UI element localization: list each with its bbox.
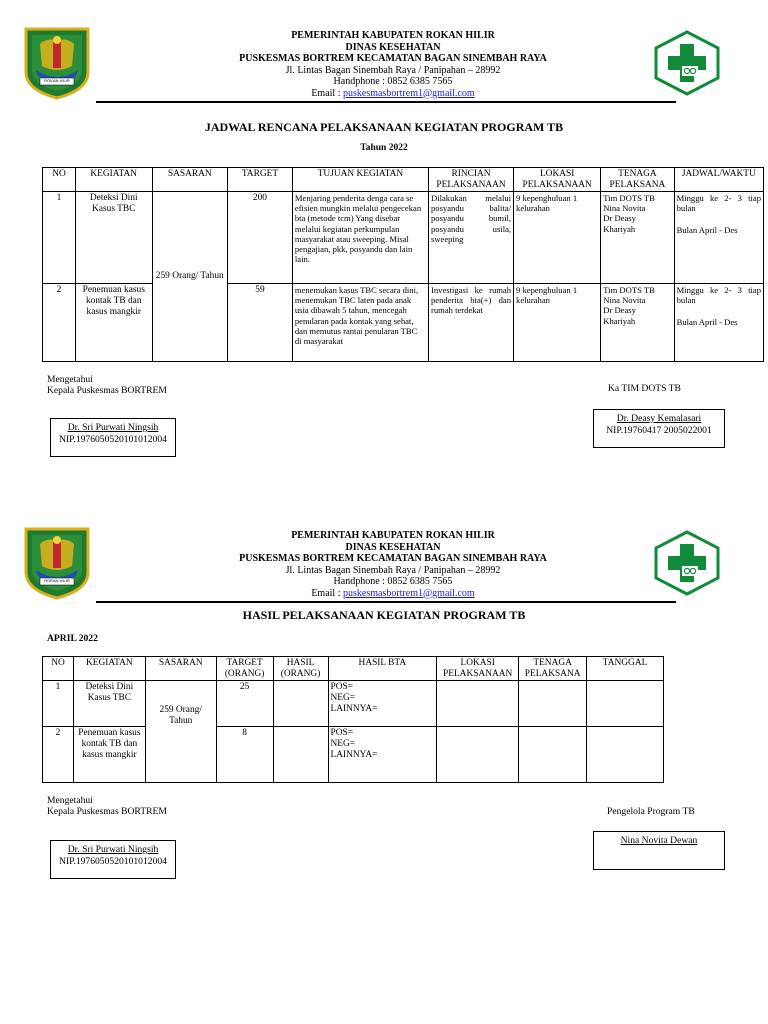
letterhead-text — [150, 30, 636, 99]
address: Jl. Lintas Bagan Sinembah Raya / Panipahan – 28992 — [285, 64, 501, 76]
email-line — [150, 588, 636, 600]
result-sign-right-label: Pengelola Program TB — [607, 806, 695, 817]
col-header: NO — [43, 168, 76, 192]
table-row — [43, 192, 764, 284]
row-tujuan: menemukan kasus TBC secara dini, menemukan TBC laten pada anak usia dibawah 5 tahun, mencegah penularan pada kontak yang sehat, dan memutus rantai penularan TBC di masyarakat — [292, 284, 428, 362]
col-header: KEGIATAN — [75, 168, 152, 192]
letterhead-text — [150, 530, 636, 599]
row-no: 1 — [43, 192, 76, 284]
result-sign-left-label — [47, 795, 167, 817]
row-sasaran — [152, 192, 228, 362]
row-sasaran — [145, 681, 216, 783]
schedule-sign-left-label — [47, 374, 167, 396]
dept-name: DINAS KESEHATAN — [345, 41, 441, 53]
signer-name: Dr. Sri Purwati Ningsih — [67, 844, 159, 855]
phone: Handphone : 0852 6385 7565 — [333, 76, 453, 87]
row-kegiatan: Deteksi Dini Kasus TBC — [73, 681, 145, 727]
sasaran-text: 259 Orang/ Tahun — [155, 271, 224, 281]
address: Jl. Lintas Bagan Sinembah Raya / Panipahan – 28992 — [285, 564, 501, 576]
col-header: TENAGA PELAKSANA — [601, 168, 674, 192]
schedule-year: Tahun 2022 — [360, 143, 408, 153]
signer-nip: NIP.1976050520101012004 — [59, 433, 167, 445]
row-hasil — [273, 727, 328, 783]
row-lokasi — [437, 727, 519, 783]
email-label: Email : — [311, 587, 343, 599]
puskesmas-name: PUSKESMAS BORTREM KECAMATAN BAGAN SINEMBAH RAYA — [239, 553, 547, 564]
acknowledge-text: Mengetahui — [47, 374, 93, 385]
col-header: LOKASI PELAKSANAAN — [514, 168, 601, 192]
row-kegiatan: Penemuan kasus kontak TB dan kasus mangkir — [73, 727, 145, 783]
result-month: APRIL 2022 — [47, 633, 98, 644]
col-header: JADWAL/WAKTU — [674, 168, 763, 192]
tenaga-line: Tim DOTS TB — [603, 193, 655, 203]
email-line — [150, 88, 636, 100]
row-bta — [328, 681, 437, 727]
health-cross-logo — [652, 30, 722, 96]
schedule-title: JADWAL RENCANA PELAKSANAAN KEGIATAN PROGRAM TB — [204, 120, 564, 134]
col-header: RINCIAN PELAKSANAAN — [428, 168, 513, 192]
row-kegiatan: Penemuan kasus kontak TB dan kasus mangkir — [75, 284, 152, 362]
gov-name: PEMERINTAH KABUPATEN ROKAN HILIR — [291, 30, 495, 41]
row-bta — [328, 727, 437, 783]
row-tenaga — [519, 727, 587, 783]
row-lokasi: 9 kepenghuluan 1 kelurahan — [514, 284, 601, 362]
dept-name: DINAS KESEHATAN — [345, 541, 441, 553]
col-header: HASIL (ORANG) — [273, 657, 328, 681]
row-tenaga — [601, 192, 674, 284]
gov-name: PEMERINTAH KABUPATEN ROKAN HILIR — [291, 530, 495, 541]
letterhead-divider — [96, 101, 676, 103]
col-header: TUJUAN KEGIATAN — [292, 168, 428, 192]
col-header: TARGET (ORANG) — [216, 657, 273, 681]
col-header: HASIL BTA — [328, 657, 437, 681]
signer-role: Kepala Puskesmas BORTREM — [47, 385, 167, 396]
row-tanggal — [587, 727, 664, 783]
bta-line: POS= — [330, 682, 354, 692]
email-label: Email : — [311, 87, 343, 99]
col-header: TARGET — [228, 168, 293, 192]
schedule-header-row — [43, 168, 764, 192]
row-target: 25 — [216, 681, 273, 727]
jadwal-text: Minggu ke 2- 3 tiap bulan — [676, 193, 761, 214]
signer-name: Dr. Deasy Kemalasari — [616, 413, 702, 424]
health-cross-logo — [652, 530, 722, 596]
email-link[interactable]: puskesmasbortrem1@gmail.com — [342, 587, 475, 599]
schedule-sign-left-box — [50, 418, 176, 457]
signer-name: Nina Novita Dewan — [620, 835, 698, 846]
table-row — [43, 284, 764, 362]
col-header: SASARAN — [145, 657, 216, 681]
col-header: KEGIATAN — [73, 657, 145, 681]
tenaga-line: Khariyah — [603, 315, 636, 326]
row-no: 2 — [43, 727, 74, 783]
bta-line: LAINNYA= — [330, 750, 378, 760]
table-row — [43, 727, 664, 783]
tenaga-line: Dr Deasy — [603, 305, 636, 316]
schedule-sign-right-label: Ka TIM DOTS TB — [608, 383, 681, 394]
email-link[interactable]: puskesmasbortrem1@gmail.com — [342, 87, 475, 99]
row-jadwal — [674, 284, 763, 362]
tenaga-line: Nina Novita — [603, 203, 646, 214]
col-header: LOKASI PELAKSANAAN — [437, 657, 519, 681]
row-rincian: Dilakukan melalui posyandu balita/ posyandu bumil, posyandu usila, sweeping — [428, 192, 513, 284]
phone: Handphone : 0852 6385 7565 — [333, 576, 453, 587]
logo-ribbon-text: ROKAN HILIR — [44, 578, 70, 583]
result-sign-left-box — [50, 840, 176, 879]
signer-role: Kepala Puskesmas BORTREM — [47, 806, 167, 817]
result-table — [42, 656, 664, 783]
jadwal-text: Minggu ke 2- 3 tiap bulan — [676, 285, 761, 306]
puskesmas-name: PUSKESMAS BORTREM KECAMATAN BAGAN SINEMBAH RAYA — [239, 53, 547, 64]
acknowledge-text: Mengetahui — [47, 795, 93, 806]
schedule-sign-right-box — [593, 409, 725, 448]
periode-text: Bulan April - Des — [676, 317, 738, 328]
bta-line: LAINNYA= — [330, 704, 378, 714]
row-no: 1 — [43, 681, 74, 727]
bta-line: POS= — [330, 728, 354, 738]
result-title: HASIL PELAKSANAAN KEGIATAN PROGRAM TB — [242, 608, 526, 622]
row-tenaga — [519, 681, 587, 727]
row-hasil — [273, 681, 328, 727]
row-lokasi — [437, 681, 519, 727]
regency-logo — [22, 26, 92, 100]
letterhead-divider — [96, 601, 676, 603]
row-kegiatan: Deteksi Dini Kasus TBC — [75, 192, 152, 284]
col-header: TENAGA PELAKSANA — [519, 657, 587, 681]
logo-ribbon-text: ROKAN HILIR — [44, 78, 70, 83]
table-row — [43, 681, 664, 727]
row-no: 2 — [43, 284, 76, 362]
tenaga-line: Dr Deasy — [603, 213, 636, 224]
row-target: 8 — [216, 727, 273, 783]
tenaga-line: Khariyah — [603, 223, 636, 234]
col-header: SASARAN — [152, 168, 228, 192]
signer-nip: NIP.19760417 2005022001 — [606, 424, 712, 436]
col-header: TANGGAL — [587, 657, 664, 681]
bta-line: NEG= — [330, 739, 356, 749]
signer-nip: NIP.1976050520101012004 — [59, 855, 167, 867]
schedule-table — [42, 167, 764, 362]
row-lokasi: 9 kepenghuluan 1 kelurahan — [514, 192, 601, 284]
bta-line: NEG= — [330, 693, 356, 703]
row-tanggal — [587, 681, 664, 727]
row-target: 200 — [228, 192, 293, 284]
result-header-row — [43, 657, 664, 681]
row-jadwal — [674, 192, 763, 284]
row-target: 59 — [228, 284, 293, 362]
col-header: NO — [43, 657, 74, 681]
periode-text: Bulan April - Des — [676, 225, 738, 236]
row-tenaga — [601, 284, 674, 362]
signer-name: Dr. Sri Purwati Ningsih — [67, 422, 159, 433]
row-rincian: Investigasi ke rumah penderita bta(+) dan rumah terdekat — [428, 284, 513, 362]
tenaga-line: Tim DOTS TB — [603, 285, 655, 295]
result-sign-right-box — [593, 831, 725, 870]
tenaga-line: Nina Novita — [603, 295, 646, 306]
regency-logo — [22, 526, 92, 600]
sasaran-text: 259 Orang/ Tahun — [159, 705, 202, 726]
row-tujuan: Menjaring penderita denga cara se efisien mungkin melalui pengecekan bta (metode tcm) Yang disebar melalui kegiatan perkumpulan masyarakat atau sweeping. Misal pengajian, pkk, posyandu dan lain lain. — [292, 192, 428, 284]
